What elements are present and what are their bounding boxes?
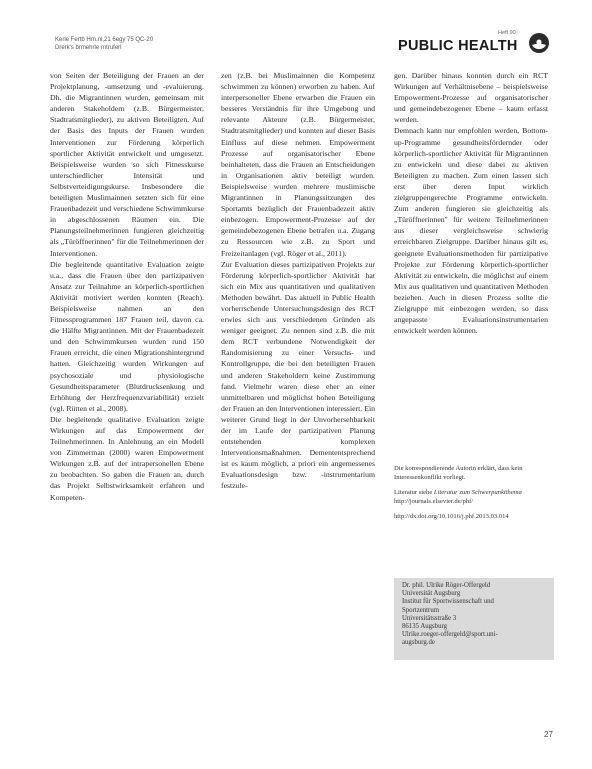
header-line-2: Drerk's brmehrle rntruferl — [55, 45, 122, 51]
running-header — [55, 36, 153, 52]
paragraph: gen. Darüber hinaus konnten durch ein RCT Wirkungen auf Verhältnisebene – beispielsweise Empowerment-Prozesse auf organisatorischer und gemeindebezogener Ebene – kaum erfasst werden. — [394, 71, 548, 125]
header-line-1: Kerle Fertb Hrn.nl,21 6egy 75 QC-20 — [55, 37, 154, 43]
paragraph: Die begleitende qualitative Evaluation zeigte Wirkungen auf das Empowerment der Teilnehmerinnen. In Anlehnung an ein Modell von Zimmerman (2000) waren Empowerment Wirkungen z.B. auf der intrapersonellen Ebene zu beobachten. So gaben die Frauen an, durch das Projekt Selbstwirksamkeit erfahren und Kompeten- — [50, 414, 204, 502]
address-line: Sportzentrum — [402, 606, 439, 614]
author-email-cont[interactable]: augsburg.de — [402, 639, 435, 647]
issue-label: Heft 90 — [498, 30, 516, 36]
address-line: Universität Augsburg — [402, 590, 461, 598]
page-number: 27 — [544, 730, 553, 739]
literature-link[interactable]: http://journals.elsevier.de/phf/ — [394, 497, 474, 505]
text-column-2 — [221, 70, 375, 492]
paragraph: zen (z.B. bei Muslimainnen die Kompetenz schwimmen zu können) erworben zu haben. Auf interpersoneller Ebene erwarben die Frauen ein besseres Verständnis für ihre Umgebung und relevante Akteure (z.B. Bürgermeister, Stadtratsmitglieder) und konnten auf dieser Basis Einfluss auf diese nehmen. Empowerment Prozesse auf organisatorischer Ebene beinhalteten, dass die Frauen an Entscheidungen in Organisationen aktiv beteiligt wurden. Beispielsweise wurden mehrere muslimische Migrantinnen in Planungssitzungen des Sportamts bezüglich der Frauenbadezeit aktiv einbezogen. Empowerment-Prozesse auf der gemeindebezogenen Ebene betrafen u.a. Zugang zu Ressourcen wie z.B. zu Sport und Freizeitanlagen (vgl. Röger et al., 2011). — [221, 71, 375, 258]
text-column-3 — [394, 70, 548, 336]
doi-link[interactable]: http://dx.doi.org/10.1016/j.phf.2013.03.014 — [394, 513, 509, 521]
literature-note — [394, 489, 554, 506]
paragraph: von Seiten der Beteiligung der Frauen an der Projektplanung, -umsetzung und -evaluierung. Dh. die Migrantinnen wurden, gemeinsam mit anderen Stakeholdern (z.B. Bürgermeister, Stadtratsmitglieder), zu aktiven Beteiligten. Auf der Basis des Inputs der Frauen wurden Interventionen zur Förderung körperlich sportlicher Aktivität entwickelt und umgesetzt. Beispielsweise wurden so sich Fitnesskurse unterschiedlicher Intensität und Selbstverteidigungskurse. Insbesondere die beteiligten Muslimainnen setzten sich für eine Frauenbadezeit und verschiedene Schwimmkurse in abgeschlossenen Räumen ein. Die Planungsteilnehmerinnen fungieren gleichzeitig als „Türöffnerinnen" für die Teilnehmerinnen der Interventionen. — [50, 71, 204, 258]
paragraph: Zur Evaluation dieses partizipativen Projekts zur Förderung körperlich-sportlicher Aktivität hat sich ein Mix aus quantitativen und qualitativen Methoden bewährt. Das aktuell in Public Health vorherrschende Untersuchungsdesign des RCT erwies sich aus verschiedenen Gründen als weniger geeignet. Zu nennen sind z.B. die mit dem RCT verbundene Notwendigkeit der Randomisierung zu einer Versuchs- und Kontrollgruppe, die bei den beteiligten Frauen und anderen Stakeholdern keine Zustimmung fand. Vielmehr waren diese eher an einer unmittelbaren und möglichst hohen Beteiligung der Frauen an den Interventionen interessiert. Ein weiterer Grund liegt in der Unvorhersehbarkeit der im Laufe der partizipativen Planung entstehenden komplexen Interventionsmaßnahmen. Demententsprechend ist es kaum möglich, a priori ein angemessenes Evaluationsdesign bzw. -instrumentarium festzule- — [221, 259, 375, 491]
text-column-1 — [50, 70, 204, 503]
author-address-box — [394, 578, 554, 660]
paragraph: Demnach kann nur empfohlen werden, Bottom-up-Programme gesundheitsfördernder oder körperlich-sportlicher Aktivität für Migrantinnen zu entwickeln und diese dabei zu aktiven Beteiligten zu machen. Zum einen lassen sich erst über deren Input wirklich zielgruppengerechte Programme entwickeln. Zum anderen fungieren sie gleichzeitig als „Türöffnerinnen" für weitere Teilnehmerinnen aus dieser vergleichsweise schwierig erreichbaren Zielgruppe. Darüber hinaus gilt es, geeignete Evaluationsmethoden für partizipative Projekte zur Förderung körperlich-sportlicher Aktivität zu entwickeln, die möglichst auf einem Mix aus qualitativen und quantitativen Methoden beziehen. Auch in diesen Prozess sollte die Zielgruppe mit einbezogen werden, so dass angepasste Evaluationsinstrumentarien entwickelt werden können. — [394, 126, 548, 336]
address-line: Institut für Sportwissenschaft und — [402, 598, 494, 606]
journal-brand — [398, 30, 558, 56]
journal-logo-icon — [528, 32, 550, 54]
conflict-statement: Die korrespondierende Autorin erklärt, dass kein Interessenkonflikt vorliegt. — [394, 465, 523, 481]
address-line: 86135 Augsburg — [402, 623, 448, 631]
paragraph: Die begleitende quantitative Evaluation zeigte u.a., dass die Frauen über den partizipativen Ansatz zur Teilnahme an körperlich-sportlichen Aktivität motiviert werden konnten (Reach). Beispielsweise nahmen an den Fitnessprogrammen 187 Frauen teil, davon ca. die Hälfte Migrantinnen. Mit der Frauenbadezeit und den Schwimmkursen wurden rund 150 Frauen erreicht, die einen Migrationshintergrund hatten. Gleichzeitig wurden Wirkungen auf psychosoziale und physiologische Gesundheitsparameter (Blutdrucksenkung und Erhöhung der Herzfrequenzvariabilität) erzielt (vgl. Rütten et al., 2008). — [50, 259, 204, 413]
literature-title: Literatur zum Schwerpunktthema — [433, 489, 522, 497]
journal-title: PUBLIC HEALTH — [398, 38, 518, 54]
address-line: Universitätsstraße 3 — [402, 614, 457, 622]
footnotes — [394, 465, 554, 529]
literature-prefix: Literatur siehe — [394, 489, 434, 497]
author-email[interactable]: Ulrike.roeger-offergeld@sport.uni- — [402, 631, 498, 639]
address-line: Dr. phil. Ulrike Röger-Offergeld — [402, 582, 491, 589]
